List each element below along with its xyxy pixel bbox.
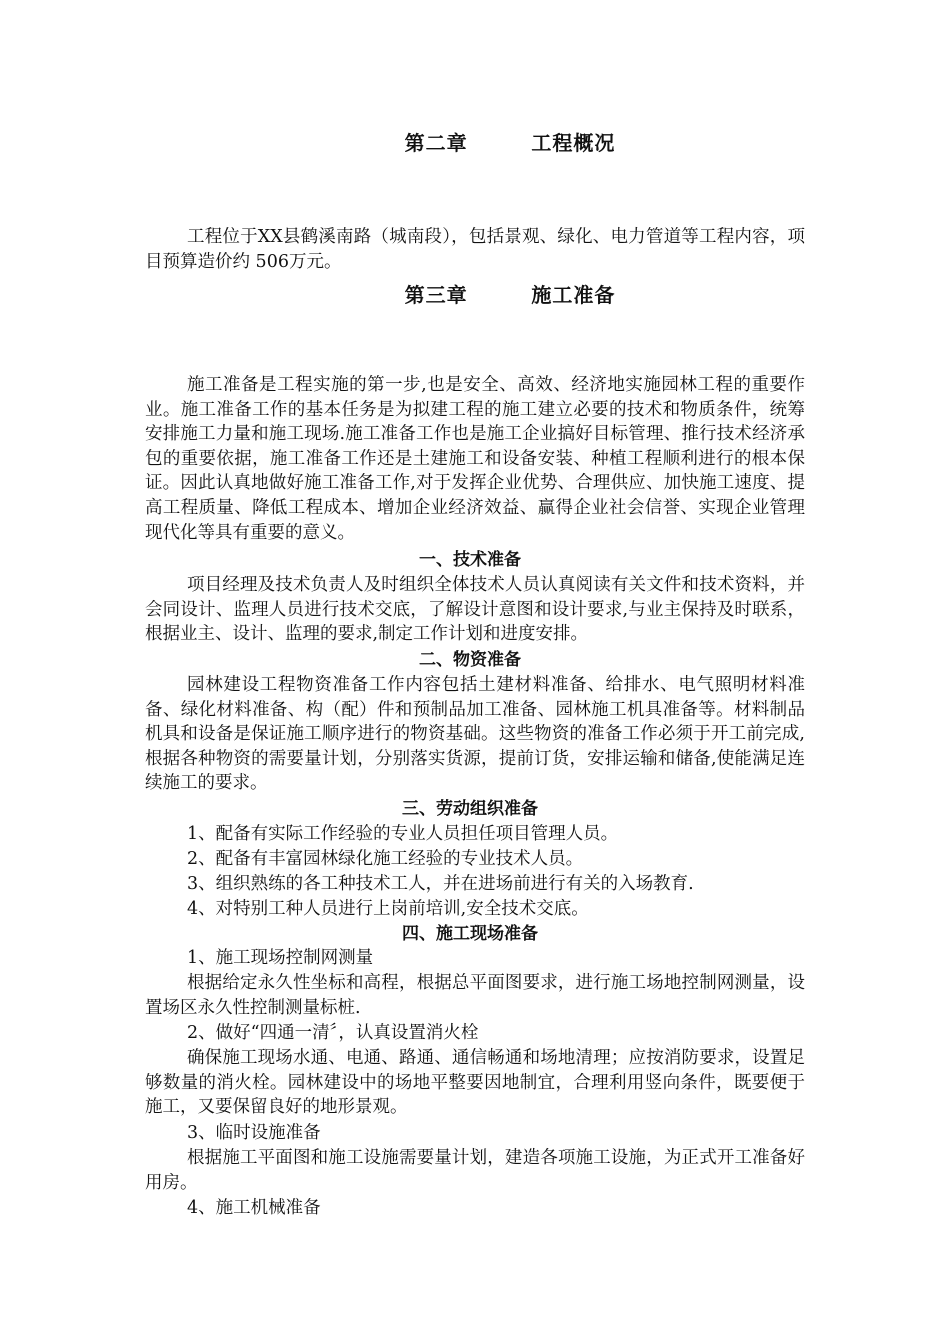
subsection-3-paragraph: 根据施工平面图和施工设施需要量计划，建造各项施工设施，为正式开工准备好用房。 (145, 1148, 805, 1193)
overview-paragraph: 工程位于XX县鹤溪南路（城南段），包括景观、绿化、电力管道等工程内容，项目预算造价约 506万元。 (145, 227, 805, 272)
subsection-2-paragraph: 确保施工现场水通、电通、路通、通信畅通和场地清理；应按消防要求，设置足够数量的消火栓。园林建设中的场地平整要因地制宜，合理利用竖向条件，既要便于施工，又要保留良好的地形景观。 (145, 1048, 805, 1118)
chapter-3-title: 第三章 施工准备 (404, 283, 616, 307)
section-2-paragraph: 园林建设工程物资准备工作内容包括土建材料准备、给排水、电气照明材料准备、绿化材料准备、构（配）件和预制品加工准备、园林施工机具准备等。材料制品机具和设备是保证施工顺序进行的物资基础。这些物资的准备工作必须于开工前完成,根据各种物资的需要量计划，分别落实货源，提前订货，安排运输和储备,使能满足连续施工的要求。 (145, 675, 805, 794)
chapter-3-intro-paragraph: 施工准备是工程实施的第一步,也是安全、高效、经济地实施园林工程的重要作业。施工准备工作的基本任务是为拟建工程的施工建立必要的技术和物质条件，统筹安排施工力量和施工现场.施工准备工作也是施工企业搞好目标管理、推行技术经济承包的重要依据，施工准备工作还是土建施工和设备安装、种植工程顺利进行的根本保证。因此认真地做好施工准备工作,对于发挥企业优势、合理供应、加快施工速度、提高工程质量、降低工程成本、增加企业经济效益、赢得企业社会信誉、实现企业管理现代化等具有重要的意义。 (145, 375, 805, 543)
subsection-2-title: 2、做好“四通一清〞，认真设置消火栓 (187, 1023, 479, 1043)
list-item: 2、配备有丰富园林绿化施工经验的专业技术人员。 (187, 849, 584, 869)
subsection-4-title: 4、施工机械准备 (187, 1198, 321, 1218)
section-1-heading: 一、技术准备 (419, 550, 521, 570)
list-item: 1、配备有实际工作经验的专业人员担任项目管理人员。 (187, 824, 619, 844)
subsection-1-paragraph: 根据给定永久性坐标和高程，根据总平面图要求，进行施工场地控制网测量，设置场区永久性控制测量标桩. (145, 973, 805, 1018)
section-4-heading: 四、施工现场准备 (402, 924, 538, 944)
section-1-paragraph: 项目经理及技术负责人及时组织全体技术人员认真阅读有关文件和技术资料，并会同设计、监理人员进行技术交底，了解设计意图和设计要求,与业主保持及时联系，根据业主、设计、监理的要求,制定工作计划和进度安排。 (145, 575, 805, 645)
chapter-2-title: 第二章 工程概况 (404, 131, 616, 155)
subsection-3-title: 3、临时设施准备 (187, 1123, 321, 1143)
list-item: 4、对特别工种人员进行上岗前培训,安全技术交底。 (187, 899, 589, 919)
subsection-1-title: 1、施工现场控制网测量 (187, 948, 374, 968)
list-item: 3、组织熟练的各工种技术工人，并在进场前进行有关的入场教育. (187, 874, 694, 894)
section-3-heading: 三、劳动组织准备 (402, 799, 538, 819)
section-2-heading: 二、物资准备 (419, 650, 521, 670)
